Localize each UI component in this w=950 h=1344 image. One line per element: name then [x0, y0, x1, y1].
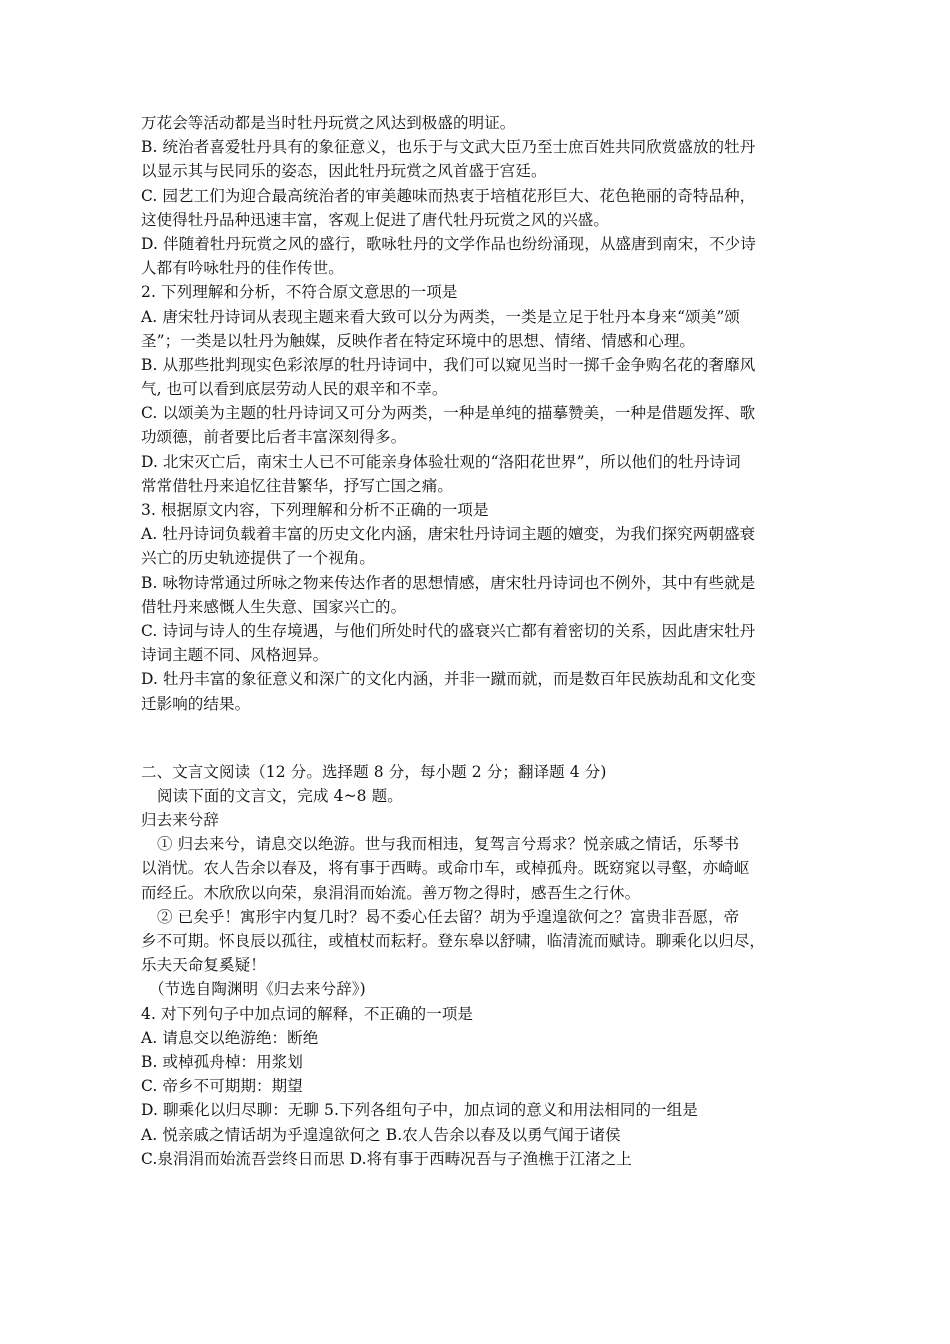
option-d-line: D. 聊乘化以归尽聊：无聊 5.下列各组句子中，加点词的意义和用法相同的一组是	[141, 1101, 698, 1120]
instruction-line: 阅读下面的文言文，完成 4~8 题。	[157, 786, 403, 805]
option-b-line: B. 从那些批判现实色彩浓厚的牡丹诗词中，我们可以窥见当时一掷千金争购名花的奢靡风	[141, 355, 756, 374]
text-line: 万花会等活动都是当时牡丹玩赏之风达到极盛的明证。	[141, 114, 516, 132]
question-5-options-cd: C.泉涓涓而始流吾尝终日而思 D.将有事于西畴况吾与子渔樵于江渚之上	[141, 1149, 632, 1168]
option-d-line: D. 牡丹丰富的象征意义和深广的文化内涵，并非一蹴而就，而是数百年民族劫乱和文化变	[141, 670, 756, 689]
passage-line: 以消忧。农人告余以春及，将有事于西畴。或命巾车，或棹孤舟。既窈窕以寻壑，亦崎岖	[141, 859, 750, 878]
passage-title: 归去来兮辞	[141, 811, 220, 830]
passage-line: 乐夫天命复奚疑！	[141, 956, 266, 975]
section1-text	[141, 111, 816, 716]
option-d-line: D. 伴随着牡丹玩赏之风的盛行，歌咏牡丹的文学作品也纷纷涌现，从盛唐到南宋，不少诗	[141, 234, 756, 253]
passage-source: （节选自陶渊明《归去来兮辞》)	[149, 980, 366, 999]
passage-line: 而经丘。木欣欣以向荣，泉涓涓而始流。善万物之得时，感吾生之行休。	[141, 883, 641, 902]
text-line: 兴亡的历史轨迹提供了一个视角。	[141, 549, 376, 568]
text-line: 常常借牡丹来追忆往昔繁华，抒写亡国之痛。	[141, 476, 454, 495]
option-a-line: A. 唐宋牡丹诗词从表现主题来看大致可以分为两类，一类是立足于牡丹本身来“颂美”颂	[141, 307, 740, 326]
option-b-line: B. 统治者喜爱牡丹具有的象征意义，也乐于与文武大臣乃至士庶百姓共同欣赏盛放的牡丹	[141, 138, 756, 157]
text-line: 诗词主题不同、风格迥异。	[141, 646, 329, 665]
option-c-line: C. 以颂美为主题的牡丹诗词又可分为两类，一种是单纯的描摹赞美，一种是借题发挥、歌	[141, 404, 756, 423]
text-line: 这使得牡丹品种迅速丰富，客观上促进了唐代牡丹玩赏之风的兴盛。	[141, 210, 610, 229]
passage-line: ① 归去来兮，请息交以绝游。世与我而相违，复驾言兮焉求？悦亲戚之情话，乐琴书	[157, 835, 740, 854]
section2-text	[141, 760, 816, 1171]
passage-line: ② 已矣乎！寓形宇内复几时？曷不委心任去留？胡为乎遑遑欲何之？富贵非吾愿，帝	[157, 907, 740, 926]
question-2-stem: 2. 下列理解和分析，不符合原文意思的一项是	[141, 283, 458, 302]
option-c-line: C. 园艺工们为迎合最高统治者的审美趣味而热衷于培植花形巨大、花色艳丽的奇特品种，	[141, 186, 756, 205]
text-line: 借牡丹来感慨人生失意、国家兴亡的。	[141, 597, 407, 616]
passage-line: 乡不可期。怀良辰以孤往，或植杖而耘耔。登东皋以舒啸，临清流而赋诗。聊乘化以归尽，	[141, 932, 766, 950]
document-page	[141, 111, 816, 1171]
text-line: 人都有吟咏牡丹的佳作传世。	[141, 259, 344, 278]
question-3-stem: 3. 根据原文内容，下列理解和分析不正确的一项是	[141, 501, 489, 519]
option-b-line: B. 咏物诗常通过所咏之物来传达作者的思想情感，唐宋牡丹诗词也不例外，其中有些就是	[141, 573, 756, 592]
option-c-line: C. 帝乡不可期期：期望	[141, 1077, 303, 1096]
option-a-line: A. 牡丹诗词负载着丰富的历史文化内涵，唐宋牡丹诗词主题的嬗变，为我们探究两朝盛衰	[141, 525, 756, 544]
question-4-stem: 4. 对下列句子中加点词的解释，不正确的一项是	[141, 1004, 474, 1023]
option-b-line: B. 或棹孤舟棹：用浆划	[141, 1052, 303, 1071]
question-5-options-ab: A. 悦亲戚之情话胡为乎遑遑欲何之 B.农人告余以春及以勇气闻于诸侯	[141, 1125, 621, 1144]
text-line: 圣”；一类是以牡丹为触媒，反映作者在特定环境中的思想、情绪、情感和心理。	[141, 331, 696, 350]
section-heading: 二、文言文阅读（12 分。选择题 8 分，每小题 2 分；翻译题 4 分)	[141, 762, 607, 781]
text-line: 以显示其与民同乐的姿态，因此牡丹玩赏之风首盛于宫廷。	[141, 162, 547, 181]
option-c-line: C. 诗词与诗人的生存境遇，与他们所处时代的盛衰兴亡都有着密切的关系，因此唐宋牡丹	[141, 621, 756, 640]
text-line: 迁影响的结果。	[141, 694, 251, 713]
section-spacer	[141, 716, 816, 760]
text-line: 气, 也可以看到底层劳动人民的艰辛和不幸。	[141, 380, 448, 399]
option-d-line: D. 北宋灭亡后，南宋士人已不可能亲身体验壮观的“洛阳花世界”，所以他们的牡丹诗词	[141, 452, 741, 471]
text-line: 功颂德，前者要比后者丰富深刻得多。	[141, 428, 407, 447]
option-a-line: A. 请息交以绝游绝：断绝	[141, 1028, 319, 1047]
